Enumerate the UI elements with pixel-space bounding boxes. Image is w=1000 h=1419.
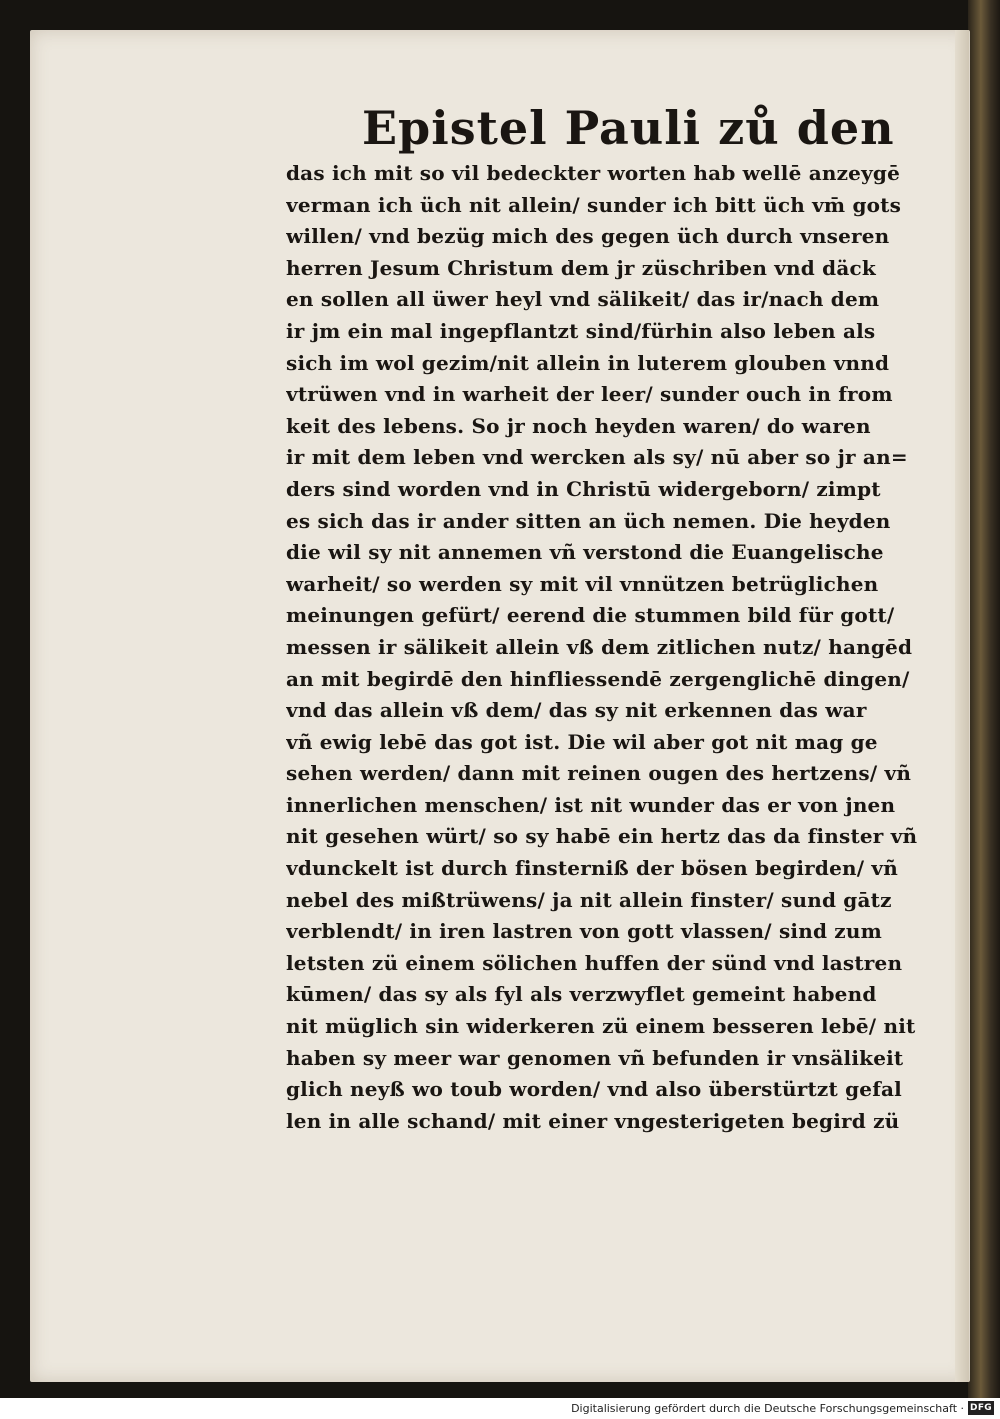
text-line: vtrüwen vnd in warheit der leer/ sunder ouch in from xyxy=(286,382,893,407)
text-line: das ich mit so vil bedeckter worten hab wellē anzeygē xyxy=(286,161,901,185)
text-line: innerlichen menschen/ ist nit wunder das er von jnen xyxy=(286,792,896,817)
text-line: es sich das ir ander sitten an üch nemen. Die heyden xyxy=(286,508,891,533)
text-line: nit müglich sin widerkeren zü einem besseren lebē/ nit xyxy=(286,1014,916,1039)
text-line: nit gesehen würt/ so sy habē ein hertz das da finster vñ xyxy=(286,824,918,849)
text-line: keit des lebens. So jr noch heyden waren/ do waren xyxy=(286,413,871,438)
text-line: willen/ vnd bezüg mich des gegen üch durch vnseren xyxy=(286,224,890,249)
text-line: ir mit dem leben vnd wercken als sy/ nū aber so jr an= xyxy=(286,445,908,470)
text-line: len in alle schand/ mit einer vngesterigeten begird zü xyxy=(286,1108,900,1133)
text-line: nebel des mißtrüwens/ ja nit allein finster/ sund gātz xyxy=(286,887,892,912)
text-line: sich im wol gezim/nit allein in luterem glouben vnnd xyxy=(286,350,890,375)
text-line: vnd das allein vß dem/ das sy nit erkennen das war xyxy=(286,698,867,723)
text-line: kūmen/ das sy als fyl als verzwyflet gemeint habend xyxy=(286,982,877,1007)
text-line: ir jm ein mal ingepflantzt sind/fürhin also leben als xyxy=(286,318,876,343)
text-line: warheit/ so werden sy mit vil vnnützen betrüglichen xyxy=(286,571,879,596)
text-line: die wil sy nit annemen vñ verstond die Euangelische xyxy=(286,540,884,565)
text-block xyxy=(286,158,926,1137)
text-line: en sollen all üwer heyl vnd sälikeit/ das ir/nach dem xyxy=(286,287,880,312)
text-line: meinungen gefürt/ eerend die stummen bild für gott/ xyxy=(286,603,895,628)
text-line: vñ ewig lebē das got ist. Die wil aber got nit mag ge xyxy=(286,729,878,754)
book-spine xyxy=(968,0,1000,1398)
text-line: an mit begirdē den hinfliessendē zergenglichē dingen/ xyxy=(286,666,910,691)
text-line: haben sy meer war genomen vñ befunden ir vnsälikeit xyxy=(286,1045,904,1070)
text-line: sehen werden/ dann mit reinen ougen des hertzens/ vñ xyxy=(286,761,912,786)
text-line: verman ich üch nit allein/ sunder ich bitt üch vm̄ gots xyxy=(286,192,902,217)
dfg-logo: DFG xyxy=(968,1401,994,1415)
page-edge xyxy=(955,30,969,1382)
text-line: letsten zü einem sölichen huffen der sünd vnd lastren xyxy=(286,950,903,975)
text-line: vdunckelt ist durch finsterniß der bösen begirden/ vñ xyxy=(286,856,898,881)
digitization-credit: Digitalisierung gefördert durch die Deutsche Forschungsgemeinschaft · xyxy=(571,1402,964,1415)
text-line: glich neyß wo toub worden/ vnd also überstürtzt gefal xyxy=(286,1077,902,1102)
text-line: messen ir sälikeit allein vß dem zitlichen nutz/ hangēd xyxy=(286,634,913,659)
text-line: verblendt/ in iren lastren von gott vlassen/ sind zum xyxy=(286,919,882,944)
text-line: ders sind worden vnd in Christū widergeborn/ zimpt xyxy=(286,476,881,501)
running-head: Epistel Pauli zů den xyxy=(362,101,895,155)
text-line: herren Jesum Christum dem jr züschriben vnd däck xyxy=(286,255,876,280)
